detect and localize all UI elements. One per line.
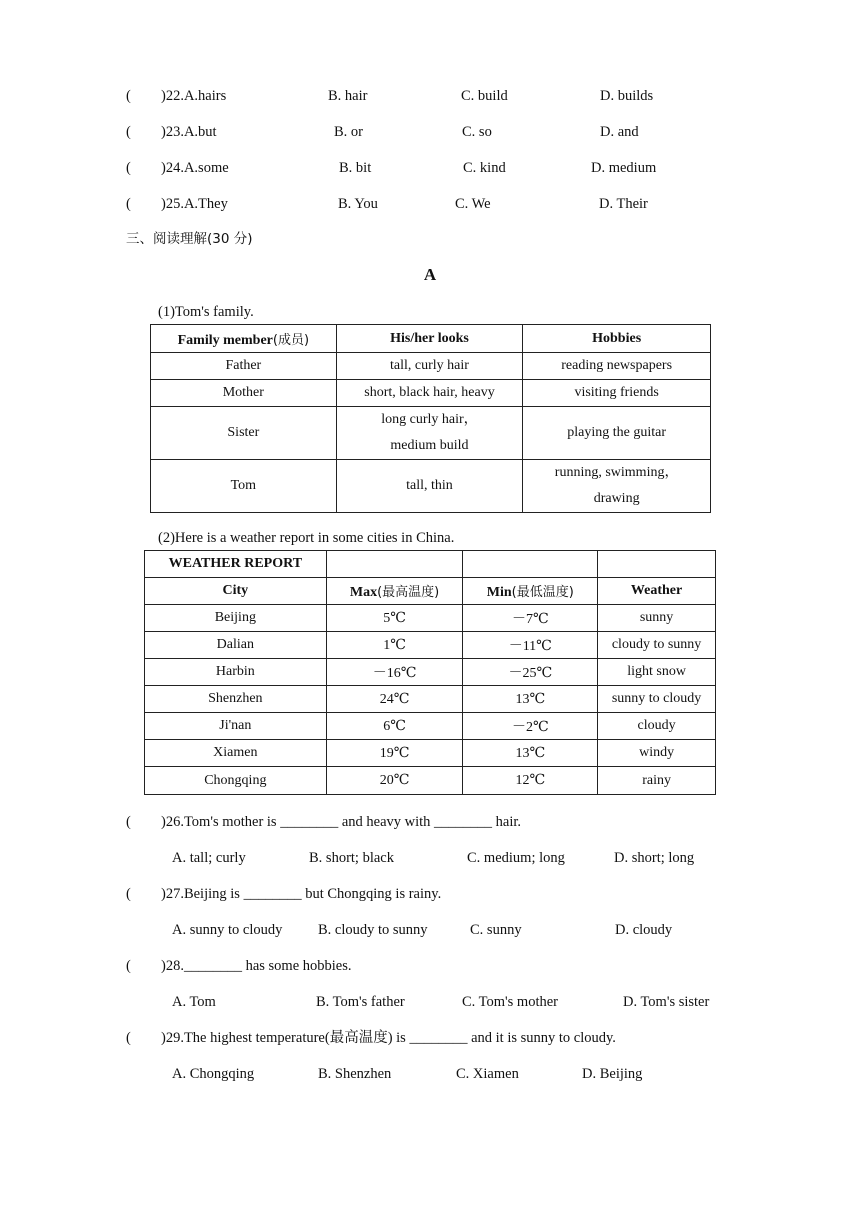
option-b[interactable]: B. short; black [309,850,394,866]
table-row [145,686,716,713]
city-cell: Xiamen [145,740,327,767]
looks-cell: tall, curly hair [336,353,523,380]
min-cell: 12℃ [463,767,598,795]
city-cell: Ji'nan [145,713,327,740]
section-title: 三、阅读理解(30 分) [126,231,253,247]
option-a[interactable]: A. tall; curly [172,850,246,866]
option-b[interactable]: B. or [334,124,363,140]
weather-table-caption: (2)Here is a weather report in some cities in China. [158,530,455,546]
option-a[interactable]: A. Tom [172,994,216,1010]
option-a[interactable]: A. sunny to cloudy [172,922,283,938]
answer-paren[interactable]: ( [126,124,131,140]
city-cell: Chongqing [145,767,327,795]
family-table [150,324,711,513]
city-cell: Dalian [145,632,327,659]
weather-cell: cloudy [598,713,716,740]
question-stem: )26.Tom's mother is ________ and heavy with ________ hair. [161,814,522,830]
min-cell: －11℃ [463,632,598,659]
option-c[interactable]: C. We [455,196,491,212]
looks-cell: short, black hair, heavy [336,380,523,407]
member-cell: Tom [151,460,337,513]
table-header-row [145,578,716,605]
option-a[interactable]: A. Chongqing [172,1066,255,1082]
report-title-row [145,551,716,578]
answer-paren[interactable]: ( [126,814,131,830]
hobbies-cell: visiting friends [523,380,711,407]
max-cell: 1℃ [326,632,463,659]
header-weather: Weather [598,578,716,605]
max-cell: 24℃ [326,686,463,713]
option-c[interactable]: C. so [462,124,492,140]
option-d[interactable]: D. Their [599,196,648,212]
table-row [151,380,711,407]
option-d[interactable]: D. Beijing [582,1066,643,1082]
header-family-member: Family member(成员) [151,325,337,353]
option-c[interactable]: C. build [461,88,508,104]
max-cell: 20℃ [326,767,463,795]
min-cell: －25℃ [463,659,598,686]
question-number: )24.A.some [161,160,229,176]
header-looks: His/her looks [336,325,523,353]
header-hobbies: Hobbies [523,325,711,353]
option-b[interactable]: B. Shenzhen [318,1066,392,1082]
family-table-caption: (1)Tom's family. [158,304,254,320]
table-row [145,740,716,767]
header-city: City [145,578,327,605]
weather-cell: sunny [598,605,716,632]
answer-paren[interactable]: ( [126,958,131,974]
min-cell: 13℃ [463,686,598,713]
answer-paren[interactable]: ( [126,1030,131,1046]
option-b[interactable]: B. hair [328,88,368,104]
option-d[interactable]: D. and [600,124,639,140]
option-c[interactable]: C. sunny [470,922,522,938]
table-row [151,407,711,460]
city-cell: Beijing [145,605,327,632]
hobbies-cell: reading newspapers [523,353,711,380]
option-c[interactable]: C. Xiamen [456,1066,519,1082]
table-row [151,460,711,513]
answer-paren[interactable]: ( [126,886,131,902]
option-d[interactable]: D. cloudy [615,922,673,938]
passage-title: A [423,265,437,284]
weather-table [144,550,716,795]
min-cell: 13℃ [463,740,598,767]
weather-cell: rainy [598,767,716,795]
hobbies-cell: running, swimming， drawing [523,460,711,513]
question-stem: )28.________ has some hobbies. [161,958,352,974]
member-cell: Father [151,353,337,380]
table-row [145,659,716,686]
max-cell: 6℃ [326,713,463,740]
table-row [145,767,716,795]
option-c[interactable]: C. Tom's mother [462,994,558,1010]
weather-cell: light snow [598,659,716,686]
table-row [151,353,711,380]
weather-cell: windy [598,740,716,767]
option-d[interactable]: D. Tom's sister [623,994,710,1010]
weather-cell: sunny to cloudy [598,686,716,713]
table-row [145,713,716,740]
option-c[interactable]: C. kind [463,160,506,176]
table-row [145,632,716,659]
city-cell: Harbin [145,659,327,686]
header-min: Min(最低温度) [463,578,598,605]
option-c[interactable]: C. medium; long [467,850,565,866]
table-header-row [151,325,711,353]
option-d[interactable]: D. builds [600,88,654,104]
answer-paren[interactable]: ( [126,160,131,176]
max-cell: －16℃ [326,659,463,686]
answer-paren[interactable]: ( [126,196,131,212]
question-stem: )27.Beijing is ________ but Chongqing is rainy. [161,886,442,902]
header-max: Max(最高温度) [326,578,463,605]
question-stem: )29.The highest temperature(最高温度) is ________ and it is sunny to cloudy. [161,1030,616,1046]
city-cell: Shenzhen [145,686,327,713]
max-cell: 19℃ [326,740,463,767]
member-cell: Mother [151,380,337,407]
table-row [145,605,716,632]
answer-paren[interactable]: ( [126,88,131,104]
min-cell: －2℃ [463,713,598,740]
option-d[interactable]: D. short; long [614,850,695,866]
looks-cell: tall, thin [336,460,523,513]
report-title: WEATHER REPORT [145,551,327,578]
min-cell: －7℃ [463,605,598,632]
option-b[interactable]: B. You [338,196,378,212]
question-number: )23.A.but [161,124,217,140]
hobbies-cell: playing the guitar [523,407,711,460]
member-cell: Sister [151,407,337,460]
question-number: )22.A.hairs [161,88,227,104]
question-number: )25.A.They [161,196,228,212]
max-cell: 5℃ [326,605,463,632]
option-d[interactable]: D. medium [591,160,657,176]
option-b[interactable]: B. bit [339,160,372,176]
weather-cell: cloudy to sunny [598,632,716,659]
option-b[interactable]: B. cloudy to sunny [318,922,428,938]
looks-cell: long curly hair， medium build [336,407,523,460]
option-b[interactable]: B. Tom's father [316,994,405,1010]
